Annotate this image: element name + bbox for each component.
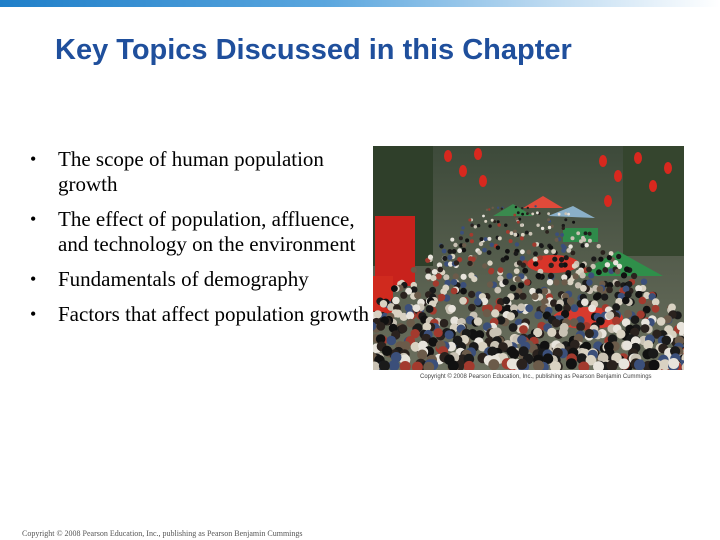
crowd-person — [657, 317, 666, 326]
crowd-person — [489, 268, 495, 274]
crowd-person — [519, 293, 526, 300]
crowd-person — [504, 224, 507, 227]
crowd-person — [576, 322, 585, 331]
crowd-person — [392, 297, 400, 305]
crowd-person — [571, 304, 579, 312]
crowd-person — [553, 279, 559, 285]
crowd-person — [559, 257, 564, 262]
crowd-person — [468, 291, 475, 298]
crowd-person — [601, 294, 608, 301]
crowd-person — [505, 249, 510, 254]
crowd-person — [567, 279, 573, 285]
crowd-person — [614, 281, 620, 287]
lantern — [459, 165, 467, 177]
crowd-person — [437, 267, 443, 273]
crowd-person — [510, 285, 517, 292]
bullet-text: The effect of population, affluence, and technology on the environment — [58, 207, 356, 256]
bullet-text: The scope of human population growth — [58, 147, 324, 196]
photo-credit: Copyright © 2008 Pearson Education, Inc., publishing as Pearson Benjamin Cummings — [420, 374, 652, 380]
crowd-person — [462, 243, 466, 247]
bullet-glyph: • — [30, 269, 37, 289]
crowd-person — [391, 285, 398, 292]
crowd-person — [486, 209, 488, 211]
crowd-person — [548, 273, 554, 279]
crowd-person — [482, 263, 487, 268]
crowd-photo — [373, 146, 684, 370]
crowd-person — [470, 224, 473, 227]
crowd-person — [513, 214, 516, 217]
crowd-person — [380, 300, 388, 308]
crowd-person — [538, 255, 543, 260]
crowd-person — [459, 297, 467, 305]
crowd-person — [567, 297, 575, 305]
bullet-item — [30, 147, 375, 197]
crowd-person — [526, 212, 529, 215]
crowd-person — [573, 273, 579, 279]
crowd-person — [571, 251, 576, 256]
crowd-person — [555, 238, 559, 242]
crowd-person — [515, 206, 517, 208]
crowd-person — [459, 236, 463, 240]
crowd-person — [607, 255, 612, 260]
crowd-person — [624, 310, 632, 318]
crowd-person — [584, 231, 588, 235]
crowd-person — [447, 255, 452, 260]
trees-right — [623, 146, 684, 256]
crowd-person — [558, 213, 561, 216]
crowd-person — [624, 266, 630, 272]
crowd-person — [621, 272, 627, 278]
crowd-person — [494, 287, 501, 294]
crowd-person — [482, 248, 487, 253]
lantern — [599, 155, 607, 167]
crowd-person — [488, 208, 490, 210]
crowd-person — [460, 288, 467, 295]
crowd-person — [533, 257, 538, 262]
crowd-person — [445, 330, 454, 339]
crowd-person — [560, 233, 564, 237]
crowd-person — [520, 236, 524, 240]
crowd-person — [668, 304, 676, 312]
crowd-person — [585, 243, 589, 247]
crowd-person — [517, 221, 520, 224]
crowd-person — [588, 239, 592, 243]
crowd-person — [516, 359, 527, 370]
bullet-text: Factors that affect population growth — [58, 302, 370, 326]
crowd-person — [598, 257, 603, 262]
crowd-person — [549, 263, 554, 268]
crowd-person — [536, 273, 542, 279]
crowd-person — [457, 248, 462, 253]
crowd-person — [521, 207, 523, 209]
crowd-person — [517, 211, 520, 214]
crowd-person — [515, 218, 518, 221]
crowd-person — [540, 244, 544, 248]
crowd-person — [414, 292, 421, 299]
crowd-person — [432, 269, 438, 275]
crowd-person — [497, 220, 500, 223]
crowd-person — [591, 256, 596, 261]
lantern — [604, 195, 612, 207]
crowd-person — [487, 237, 491, 241]
crowd-person — [491, 309, 499, 317]
crowd-person — [491, 219, 494, 222]
crowd-person — [597, 244, 601, 248]
crowd-person — [417, 350, 427, 360]
crowd-person — [648, 348, 658, 358]
crowd-person — [531, 293, 538, 300]
crowd-person — [668, 358, 679, 369]
crowd-person — [641, 324, 650, 333]
crowd-person — [588, 305, 596, 313]
copyright-footer: Copyright © 2008 Pearson Education, Inc., publishing as Pearson Benjamin Cummings — [22, 529, 303, 538]
crowd-person — [468, 256, 473, 261]
crowd-person — [521, 233, 525, 237]
crowd-person — [501, 208, 503, 210]
crowd-person — [562, 227, 565, 230]
crowd-person — [438, 294, 445, 301]
crowd-person — [483, 309, 491, 317]
crowd-person — [510, 231, 514, 235]
crowd-person — [559, 328, 568, 337]
crowd-person — [442, 256, 447, 261]
bullet-list — [30, 147, 375, 337]
crowd-person — [450, 238, 454, 242]
crowd-person — [520, 224, 523, 227]
crowd-person — [442, 249, 447, 254]
crowd-person — [613, 260, 618, 265]
crowd-person — [480, 237, 484, 241]
crowd-person — [519, 325, 528, 334]
crowd-person — [548, 226, 551, 229]
crowd-person — [652, 305, 660, 313]
crowd-person — [526, 250, 531, 255]
crowd-person — [465, 238, 469, 242]
crowd-person — [596, 269, 602, 275]
crowd-person — [520, 256, 525, 261]
crowd-person — [595, 292, 602, 299]
crowd-person — [506, 230, 510, 234]
crowd-person — [448, 305, 456, 313]
crowd-person — [616, 329, 625, 338]
crowd-person — [453, 273, 459, 279]
crowd-person — [448, 249, 453, 254]
crowd-person — [522, 268, 528, 274]
crowd-person — [430, 275, 436, 281]
crowd-person — [564, 255, 569, 260]
crowd-person — [477, 224, 480, 227]
crowd-person — [525, 304, 533, 312]
crowd-person — [413, 304, 421, 312]
crowd-person — [497, 207, 499, 209]
crowd-person — [454, 260, 459, 265]
crowd-person — [622, 297, 630, 305]
crowd-person — [533, 251, 538, 256]
crowd-person — [536, 211, 539, 214]
crowd-person — [652, 298, 660, 306]
crowd-person — [492, 207, 494, 209]
crowd-person — [552, 257, 557, 262]
crowd-person — [635, 285, 642, 292]
crowd-person — [487, 281, 493, 287]
crowd-person — [566, 248, 571, 253]
crowd-person — [641, 279, 647, 285]
bullet-text: Fundamentals of demography — [58, 267, 309, 291]
crowd-person — [634, 359, 645, 370]
bullet-glyph: • — [30, 149, 37, 169]
crowd-person — [517, 303, 525, 311]
crowd-person — [547, 218, 550, 221]
crowd-person — [579, 239, 583, 243]
crowd-person — [531, 213, 534, 216]
crowd-person — [597, 286, 604, 293]
crowd-person — [555, 304, 563, 312]
crowd-person — [564, 212, 567, 215]
crowd-person — [518, 282, 524, 288]
crowd-person — [545, 230, 549, 234]
bullet-item — [30, 207, 375, 257]
crowd-person — [586, 267, 592, 273]
crowd-person — [474, 225, 477, 228]
crowd-person — [460, 282, 466, 288]
crowd-person — [581, 298, 589, 306]
crowd-person — [506, 273, 512, 279]
crowd-person — [547, 212, 550, 215]
lantern — [614, 170, 622, 182]
crowd-person — [502, 279, 508, 285]
crowd-person — [434, 328, 443, 337]
crowd-person — [498, 236, 502, 240]
crowd-person — [515, 242, 519, 246]
crowd-person — [425, 268, 431, 274]
crowd-person — [572, 263, 577, 268]
crowd-person — [479, 242, 483, 246]
bullet-item — [30, 267, 375, 292]
crowd-person — [555, 232, 559, 236]
crowd-person — [451, 279, 457, 285]
crowd-person — [507, 358, 518, 369]
crowd-person — [443, 274, 449, 280]
slide-title: Key Topics Discussed in this Chapter — [55, 34, 572, 66]
crowd-person — [612, 317, 621, 326]
crowd-person — [399, 324, 408, 333]
crowd-person — [451, 288, 458, 295]
crowd-person — [532, 243, 536, 247]
crowd-person — [572, 221, 575, 224]
crowd-person — [639, 297, 647, 305]
crowd-person — [612, 303, 620, 311]
crowd-person — [406, 312, 414, 320]
crowd-person — [509, 239, 513, 243]
crowd-person — [605, 262, 610, 267]
crowd-person — [606, 287, 613, 294]
crowd-person — [488, 224, 491, 227]
crowd-person — [467, 261, 472, 266]
crowd-person — [460, 231, 464, 235]
crowd-person — [484, 220, 487, 223]
crowd-person — [547, 279, 553, 285]
crowd-person — [580, 285, 587, 292]
crowd-person — [497, 223, 500, 226]
crowd-person — [513, 230, 517, 234]
crowd-person — [525, 231, 529, 235]
crowd-person — [544, 249, 549, 254]
crowd-person — [576, 231, 580, 235]
crowd-person — [541, 227, 544, 230]
crowd-person — [382, 346, 392, 356]
crowd-person — [529, 232, 533, 236]
crowd-person — [601, 250, 606, 255]
crowd-person — [496, 246, 500, 250]
bullet-glyph: • — [30, 304, 37, 324]
crowd-person — [514, 251, 519, 256]
crowd-person — [426, 305, 434, 313]
crowd-person — [387, 336, 397, 346]
crowd-photo-illustration — [373, 146, 684, 370]
crowd-person — [581, 236, 585, 240]
crowd-person — [585, 329, 594, 338]
crowd-person — [477, 250, 482, 255]
flag-left — [375, 216, 415, 286]
crowd-person — [549, 245, 553, 249]
crowd-person — [551, 249, 556, 254]
crowd-person — [571, 236, 575, 240]
crowd-person — [588, 272, 594, 278]
crowd-person — [453, 243, 457, 247]
crowd-person — [534, 311, 542, 319]
crowd-person — [433, 280, 439, 286]
crowd-person — [588, 232, 592, 236]
crowd-person — [534, 205, 536, 207]
crowd-person — [580, 263, 585, 268]
crowd-person — [622, 341, 632, 351]
lantern — [634, 152, 642, 164]
crowd-person — [468, 219, 471, 222]
crowd-person — [374, 310, 382, 318]
lantern — [649, 180, 657, 192]
bullet-glyph: • — [30, 209, 37, 229]
crowd-person — [468, 272, 474, 278]
crowd-person — [509, 349, 519, 359]
crowd-person — [514, 233, 518, 237]
crowd-person — [567, 213, 570, 216]
crowd-person — [631, 315, 640, 324]
crowd-person — [474, 317, 483, 326]
crowd-person — [552, 319, 561, 328]
crowd-person — [503, 297, 511, 305]
lantern — [474, 148, 482, 160]
crowd-person — [586, 279, 592, 285]
crowd-person — [461, 226, 464, 229]
crowd-person — [468, 304, 476, 312]
crowd-person — [498, 267, 504, 273]
crowd-person — [615, 269, 621, 275]
crowd-person — [631, 273, 637, 279]
lantern — [444, 150, 452, 162]
crowd-person — [474, 298, 482, 306]
crowd-person — [541, 288, 548, 295]
crowd-person — [470, 233, 474, 237]
crowd-person — [581, 243, 585, 247]
crowd-person — [470, 239, 474, 243]
crowd-person — [439, 244, 443, 248]
crowd-person — [452, 249, 457, 254]
crowd-person — [564, 218, 567, 221]
crowd-person — [376, 322, 385, 331]
crowd-person — [461, 274, 467, 280]
crowd-person — [487, 260, 492, 265]
crowd-person — [514, 268, 520, 274]
crowd-person — [561, 279, 567, 285]
crowd-person — [411, 267, 417, 273]
crowd-person — [566, 358, 577, 369]
crowd-person — [547, 328, 556, 337]
lantern — [479, 175, 487, 187]
crowd-person — [618, 358, 629, 369]
lantern — [664, 162, 672, 174]
crowd-person — [400, 292, 407, 299]
crowd-person — [602, 267, 608, 273]
crowd-person — [561, 248, 566, 253]
crowd-person — [501, 257, 506, 262]
crowd-person — [527, 207, 529, 209]
crowd-person — [488, 359, 499, 370]
crowd-person — [515, 276, 521, 282]
crowd-person — [440, 319, 449, 328]
crowd-person — [536, 224, 539, 227]
crowd-person — [482, 215, 485, 218]
crowd-person — [517, 260, 522, 265]
crowd-person — [490, 243, 494, 247]
crowd-person — [580, 272, 586, 278]
crowd-person — [559, 262, 564, 267]
top-accent-bar — [0, 0, 720, 7]
crowd-person — [487, 250, 492, 255]
crowd-person — [521, 213, 524, 216]
crowd-person — [520, 249, 525, 254]
crowd-person — [509, 323, 518, 332]
crowd-person — [524, 279, 530, 285]
crowd-person — [518, 218, 521, 221]
crowd-person — [428, 255, 433, 260]
bullet-item — [30, 302, 375, 327]
crowd-person — [616, 254, 621, 259]
crowd-person — [461, 248, 466, 253]
crowd-person — [436, 273, 442, 279]
crowd-person — [484, 237, 488, 241]
crowd-person — [533, 261, 538, 266]
